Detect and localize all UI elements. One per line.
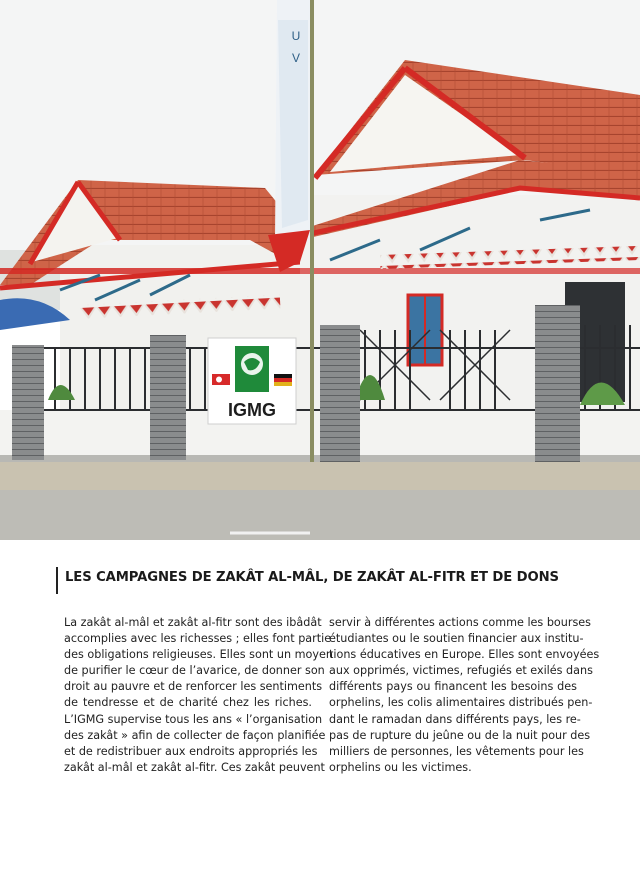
road [0, 490, 640, 540]
body-line: L’IGMG supervise tous les ans « l’organisation [64, 712, 323, 726]
body-line: servir à différentes actions comme les bourses [329, 616, 591, 629]
body-line: orphelins ou les victimes. [329, 760, 472, 774]
body-line: et de redistribuer aux endroits appropriés les [64, 744, 318, 758]
section-heading: LES CAMPAGNES DE ZAKÂT AL-MÂL, DE ZAKÂT AL-FITR ET DE DONS [65, 570, 559, 585]
section-heading-block [56, 567, 616, 593]
body-column-right [329, 615, 600, 776]
body-line: des zakât » afin de collecter de façon planifiée [64, 728, 326, 742]
body-line: milliers de personnes, les vêtements pour les [329, 744, 584, 758]
body-line: tions éducatives en Europe. Elles sont envoyées [329, 648, 600, 662]
heading-accent-bar [56, 567, 58, 594]
flag-letter-2: V [291, 51, 301, 65]
body-line: La zakât al-mâl et zakât al-fitr sont des ibâdât [64, 616, 322, 629]
body-line: accomplies avec les richesses ; elles font partie [64, 632, 332, 646]
ground [0, 462, 640, 492]
body-line: pas de rupture du jeûne ou de la nuit pour des [329, 728, 591, 742]
body-line: aux opprimés, victimes, refugiés et exilés dans [329, 664, 593, 678]
body-line: orphelins, les colis alimentaires distribués pen- [329, 696, 593, 710]
body-line: différents pays ou financent les besoins des [329, 680, 577, 694]
body-line: dant le ramadan dans différents pays, les re- [329, 712, 581, 726]
flag-letter-1: U [291, 29, 301, 43]
body-line: de tendresse et de charité chez les riches. [64, 696, 312, 710]
body-column-left [64, 615, 333, 776]
body-line: étudiantes ou le soutien financier aux institu- [329, 632, 584, 646]
body-line: droit au pauvre et de renforcer les sentiments [64, 680, 323, 694]
igmg-banner [208, 338, 296, 424]
body-line: des obligations religieuses. Elles sont un moyen [64, 648, 333, 662]
body-line: zakât al-mâl et zakât al-fitr. Ces zakât peuvent [64, 760, 325, 774]
body-line: de purifier le cœur de l’avarice, de donner son [64, 664, 325, 678]
banner-label: IGMG [228, 400, 276, 420]
